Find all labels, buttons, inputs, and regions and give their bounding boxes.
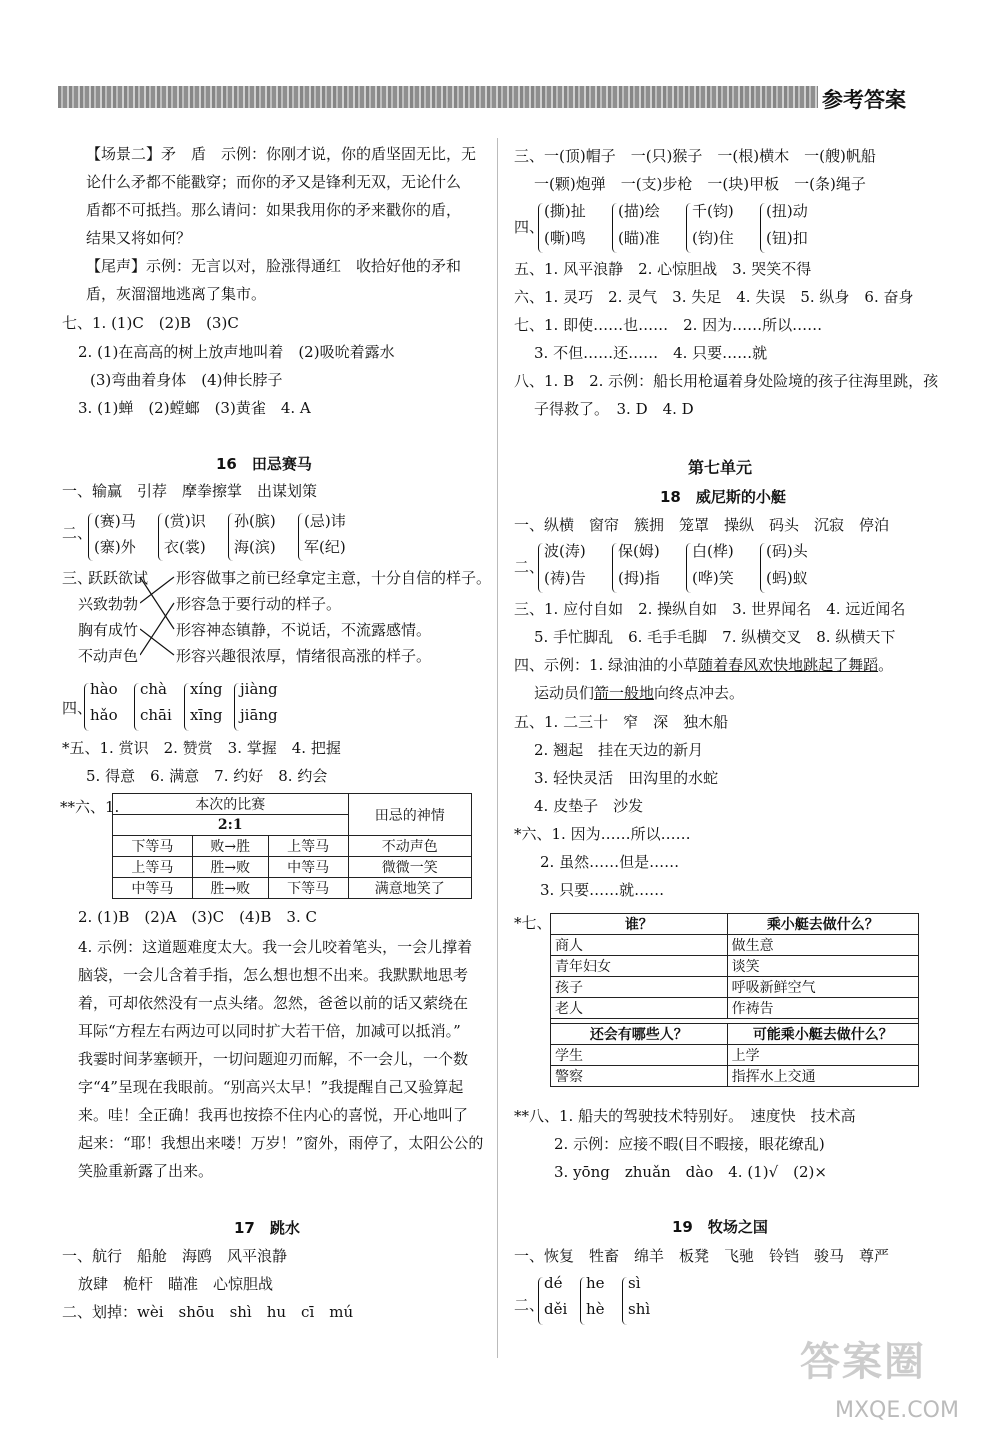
question-label: 二、	[62, 524, 93, 542]
table-row	[551, 998, 919, 1019]
brace-glyph	[686, 543, 691, 593]
boat-table	[550, 913, 919, 1087]
table-cell: 学生	[551, 1045, 728, 1066]
question-label: 四、	[514, 218, 545, 236]
text-line: 3. 轻快灵活 田沟里的水蛇	[534, 769, 719, 787]
table-cell: 胜→败	[192, 878, 268, 899]
pair-item: he	[586, 1274, 605, 1292]
brace-glyph	[612, 543, 617, 593]
text-line: 放肆 桅杆 瞄准 心惊胆战	[78, 1275, 274, 1293]
table-cell: 作祷告	[727, 998, 918, 1019]
table-cell: 满意地笑了	[348, 878, 471, 899]
question-label: 四、	[62, 699, 93, 717]
table-header: 谁？	[551, 914, 728, 935]
pair-item: (哗)笑	[692, 569, 734, 587]
table-cell: 不动声色	[348, 836, 471, 857]
text-line: 论什么矛都不能戳穿；而你的矛又是锋利无双，无论什么	[86, 173, 462, 191]
table-cell: 微微一笑	[348, 857, 471, 878]
table-cell: 商人	[551, 935, 728, 956]
text-span: 向终点冲去。	[654, 684, 745, 702]
matching-lines	[140, 566, 176, 676]
pair-item: dé	[544, 1274, 563, 1292]
match-table	[112, 793, 472, 899]
brace-glyph	[88, 513, 93, 561]
brace-glyph	[580, 1277, 585, 1325]
text-line: (3)弯曲着身体 (4)伸长脖子	[90, 371, 283, 389]
pair-item: (赛)马	[94, 512, 136, 530]
pair-item: (寨)外	[94, 538, 136, 556]
pair-item: (赏)识	[164, 512, 206, 530]
match-left-item: 兴致勃勃	[78, 595, 139, 613]
table-header: 可能乘小艇去做什么？	[727, 1024, 918, 1045]
brace-glyph	[134, 683, 139, 731]
brace-glyph	[538, 203, 543, 253]
table-row	[113, 857, 472, 878]
text-line: 盾都不可抵挡。那么请问：如果我用你的矛来戳你的盾，	[86, 201, 462, 219]
column-divider	[497, 138, 498, 1358]
table-row	[551, 1066, 919, 1087]
table-row	[551, 935, 919, 956]
pair-item: (描)绘	[618, 202, 660, 220]
question-label: 二、	[514, 1296, 545, 1314]
table-header: 还会有哪些人？	[551, 1024, 728, 1045]
text-line: 5. 得意 6. 满意 7. 约好 8. 约会	[86, 767, 328, 785]
table-cell: 中等马	[113, 878, 193, 899]
table-cell: 指挥水上交通	[727, 1066, 918, 1087]
table-cell: 老人	[551, 998, 728, 1019]
text-line: 三、一(顶)帽子 一(只)猴子 一(根)横木 一(艘)帆船	[514, 147, 876, 165]
underlined-text: 箭一般地	[594, 684, 655, 702]
pair-item: 孙(膑)	[234, 512, 276, 530]
brace-glyph	[538, 543, 543, 593]
section-heading-18: 18 威尼斯的小艇	[660, 488, 786, 506]
table-cell: 青年妇女	[551, 956, 728, 977]
table-row	[551, 977, 919, 998]
text-line: 五、1. 二三十 窄 深 独木船	[514, 713, 729, 731]
pair-item: chà	[140, 680, 168, 698]
brace-glyph	[760, 543, 765, 593]
pair-item: 军(纪)	[304, 538, 346, 556]
pair-item: (祷)告	[544, 569, 586, 587]
text-line: 3. (1)蝉 (2)螳螂 (3)黄雀 4. A	[78, 399, 311, 417]
text-span: 四、示例：1. 绿油油的小草	[514, 656, 699, 674]
pair-item: děi	[544, 1300, 568, 1318]
pair-item: (蚂)蚁	[766, 569, 808, 587]
text-line: 3. yōng zhuǎn dào 4. (1)√ (2)×	[554, 1163, 827, 1181]
brace-glyph	[228, 513, 233, 561]
text-line: 结果又将如何？	[86, 229, 192, 247]
table-cell: 警察	[551, 1066, 728, 1087]
text-line: 八、1. B 2. 示例：船长用枪逼着身处险境的孩子往海里跳，孩	[514, 372, 939, 390]
pair-item: jiàng	[240, 680, 278, 698]
pair-item: 波(涛)	[544, 542, 586, 560]
match-right-item: 形容神态镇静，不说话，不流露感情。	[176, 621, 432, 639]
table-cell: 做生意	[727, 935, 918, 956]
brace-glyph	[686, 203, 691, 253]
pair-item: 白(桦)	[692, 542, 734, 560]
section-heading-16: 16 田忌赛马	[216, 455, 312, 473]
table-cell: 中等马	[268, 857, 348, 878]
text-line: 4. 皮垫子 沙发	[534, 797, 644, 815]
text-line: 脑袋，一会儿含着手指，怎么想也想不出来。我默默地思考	[78, 966, 469, 984]
pair-item: 保(姆)	[618, 542, 660, 560]
table-cell: 孩子	[551, 977, 728, 998]
brace-glyph	[84, 683, 89, 731]
text-line: 2. (1)B (2)A (3)C (4)B 3. C	[78, 908, 317, 926]
pair-item: (钧)住	[692, 229, 734, 247]
table-row	[113, 878, 472, 899]
table-header: 田忌的神情	[348, 794, 471, 836]
text-line: 一、航行 船舱 海鸥 风平浪静	[62, 1247, 288, 1265]
match-right-item: 形容做事之前已经拿定主意，十分自信的样子。	[176, 569, 492, 587]
table-cell: 败→胜	[192, 836, 268, 857]
table-cell: 呼吸新鲜空气	[727, 977, 918, 998]
pair-item: hào	[90, 680, 118, 698]
text-line: 【场景二】矛 盾 示例：你刚才说，你的盾坚固无比，无	[86, 145, 477, 163]
text-span: 运动员们	[534, 684, 595, 702]
text-line: 3. 只要……就……	[540, 881, 665, 899]
table-cell: 谈笑	[727, 956, 918, 977]
text-line: 盾，灰溜溜地逃离了集市。	[86, 285, 267, 303]
pair-item: shì	[628, 1300, 651, 1318]
text-line: 2. 翘起 挂在天边的新月	[534, 741, 704, 759]
page-title: 参考答案	[822, 88, 906, 112]
pair-item: 衣(裳)	[164, 538, 206, 556]
table-row	[551, 1045, 919, 1066]
pair-item: chāi	[140, 706, 172, 724]
text-line: **八、1. 船夫的驾驶技术特别好。 速度快 技术高	[514, 1107, 856, 1125]
text-line	[534, 682, 744, 703]
underlined-text: 随着春风欢快地跳起了舞蹈	[698, 656, 879, 674]
pair-item: sì	[628, 1274, 641, 1292]
pair-item: 千(钧)	[692, 202, 734, 220]
text-line: 一(颗)炮弹 一(支)步枪 一(块)甲板 一(条)绳子	[534, 175, 866, 193]
watermark-url: MXQE.COM	[835, 1398, 959, 1423]
text-line: 一、纵横 窗帘 簇拥 笼罩 操纵 码头 沉寂 停泊	[514, 516, 890, 534]
text-line: 二、划掉：wèi shōu shì hu cī mú	[62, 1303, 354, 1321]
question-label: **六、1.	[60, 798, 120, 816]
section-heading-19: 19 牧场之国	[672, 1218, 768, 1236]
text-line: 2. 示例：应接不暇(目不暇接，眼花缭乱)	[554, 1135, 825, 1153]
text-line	[514, 654, 893, 675]
brace-glyph	[760, 203, 765, 253]
brace-glyph	[234, 683, 239, 731]
text-line: 5. 手忙脚乱 6. 毛手毛脚 7. 纵横交叉 8. 纵横天下	[534, 628, 896, 646]
pair-item: (嘶)鸣	[544, 229, 586, 247]
brace-glyph	[158, 513, 163, 561]
text-line: *五、1. 赏识 2. 赞赏 3. 掌握 4. 把握	[62, 739, 341, 757]
pair-item: (码)头	[766, 542, 808, 560]
text-line: 来。哇！全正确！我再也按捺不住内心的喜悦，开心地叫了	[78, 1106, 469, 1124]
pair-item: (瞄)准	[618, 229, 660, 247]
match-right-item: 形容兴趣很浓厚，情绪很高涨的样子。	[176, 647, 432, 665]
text-line: 七、1. (1)C (2)B (3)C	[62, 314, 239, 332]
text-line: 2. (1)在高高的树上放声地叫着 (2)吸吮着露水	[78, 343, 395, 361]
text-line: 起来：“耶！我想出来喽！万岁！”窗外，雨停了，太阳公公的	[78, 1134, 484, 1152]
pair-item: xíng	[190, 680, 223, 698]
table-cell: 上等马	[113, 857, 193, 878]
text-line: 七、1. 即使……也…… 2. 因为……所以……	[514, 316, 823, 334]
text-line: 三、1. 应付自如 2. 操纵自如 3. 世界闻名 4. 远近闻名	[514, 600, 906, 618]
table-cell: 上学	[727, 1045, 918, 1066]
match-left-item: 跃跃欲试	[88, 569, 149, 587]
text-line: 五、1. 风平浪静 2. 心惊胆战 3. 哭笑不得	[514, 260, 812, 278]
watermark-logo: 答案圈	[800, 1339, 926, 1385]
unit-heading: 第七单元	[688, 458, 753, 477]
pair-item: (撕)扯	[544, 202, 586, 220]
table-row	[113, 836, 472, 857]
pair-item: 海(滨)	[234, 538, 276, 556]
text-line: 2. 虽然……但是……	[540, 853, 680, 871]
pair-item: (钮)扣	[766, 229, 808, 247]
brace-glyph	[298, 513, 303, 561]
text-line: 着，可却依然没有一点头绪。忽然，爸爸以前的话又萦绕在	[78, 994, 469, 1012]
pair-item: hǎo	[90, 706, 118, 724]
text-line: 我霎时间茅塞顿开，一切问题迎刃而解，不一会儿，一个数	[78, 1050, 469, 1068]
pair-item: hè	[586, 1300, 605, 1318]
pair-item: (忌)讳	[304, 512, 346, 530]
table-cell: 2:1	[113, 815, 349, 836]
question-label: *七、	[514, 914, 552, 932]
text-line: 六、1. 灵巧 2. 灵气 3. 失足 4. 失误 5. 纵身 6. 奋身	[514, 288, 914, 306]
match-right-item: 形容急于要行动的样子。	[176, 595, 342, 613]
match-left-item: 不动声色	[78, 647, 139, 665]
table-cell: 下等马	[268, 878, 348, 899]
text-line: *六、1. 因为……所以……	[514, 825, 691, 843]
text-line: 耳际“方程左右两边可以同时扩大若干倍，加减可以抵消。”	[78, 1022, 461, 1040]
text-line: 3. 不但……还…… 4. 只要……就	[534, 344, 768, 362]
table-cell: 下等马	[113, 836, 193, 857]
header-band	[58, 86, 818, 108]
table-row	[551, 956, 919, 977]
table-header: 乘小艇去做什么？	[727, 914, 918, 935]
pair-item: xīng	[190, 706, 223, 724]
question-label: 三、	[62, 569, 93, 587]
table-cell: 胜→败	[192, 857, 268, 878]
text-line: 【尾声】示例：无言以对，脸涨得通红 收拾好他的矛和	[86, 257, 462, 275]
text-line: 子得救了。 3. D 4. D	[534, 400, 694, 418]
text-line: 一、输赢 引荐 摩拳擦掌 出谋划策	[62, 482, 318, 500]
text-line: 一、恢复 牲畜 绵羊 板凳 飞驰 铃铛 骏马 尊严	[514, 1247, 890, 1265]
text-line: 4. 示例：这道题难度太大。我一会儿咬着笔头，一会儿撑着	[78, 938, 473, 956]
text-line: 笑脸重新露了出来。	[78, 1162, 214, 1180]
brace-glyph	[538, 1277, 543, 1325]
question-label: 二、	[514, 558, 545, 576]
pair-item: jiāng	[240, 706, 278, 724]
pair-item: (扭)动	[766, 202, 808, 220]
table-header: 本次的比赛	[113, 794, 349, 815]
pair-item: (拇)指	[618, 569, 660, 587]
brace-glyph	[612, 203, 617, 253]
match-left-item: 胸有成竹	[78, 621, 139, 639]
section-heading-17: 17 跳水	[234, 1219, 300, 1237]
text-span: 。	[878, 656, 894, 674]
brace-glyph	[622, 1277, 627, 1325]
table-cell: 上等马	[268, 836, 348, 857]
text-line: 字“4”呈现在我眼前。“别高兴太早！”我提醒自己又验算起	[78, 1078, 464, 1096]
brace-glyph	[184, 683, 189, 731]
